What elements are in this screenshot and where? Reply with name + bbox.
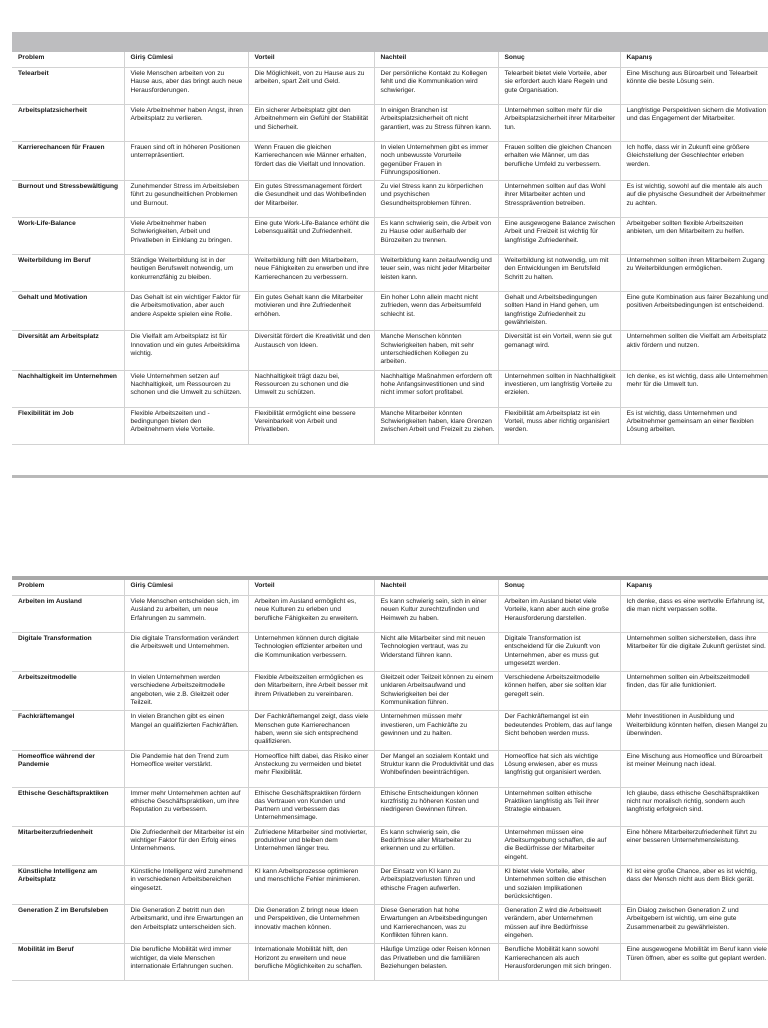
kapanis-cell: Eine Mischung aus Homeoffice und Büroarbeit ist meiner Meinung nach ideal. [620,750,768,787]
sonuc-cell: Weiterbildung ist notwendig, um mit den Entwicklungen im Berufsfeld Schritt zu halten. [498,255,620,292]
sonuc-cell: Generation Z wird die Arbeitswelt verändern, aber Unternehmen müssen auf ihre Bedürfnisse eingehen. [498,905,620,944]
table-row [12,865,768,904]
problem-cell: Telearbeit [12,68,124,105]
page-divider [12,475,768,478]
header-nachteil: Nachteil [374,52,498,68]
header-sonuc: Sonuç [498,52,620,68]
page-top-bar [12,32,768,52]
giris-cell: Immer mehr Unternehmen achten auf ethische Geschäftspraktiken, um ihre Reputation zu verbessern. [124,787,248,826]
header-kapanis: Kapanış [620,52,768,68]
vorteil-cell: KI kann Arbeitsprozesse optimieren und menschliche Fehler minimieren. [248,865,374,904]
problem-cell: Digitale Transformation [12,633,124,672]
giris-cell: In vielen Unternehmen werden verschiedene Arbeitszeitmodelle angeboten, wie z.B. Gleitzeit oder Teilzeit. [124,672,248,711]
kapanis-cell: Unternehmen sollten sicherstellen, dass ihre Mitarbeiter für die digitale Zukunft gerüstet sind. [620,633,768,672]
kapanis-cell: Eine ausgewogene Mobilität im Beruf kann viele Türen öffnen, aber es sollte gut geplant werden. [620,944,768,981]
giris-cell: Die digitale Transformation verändert die Arbeitswelt und Unternehmen. [124,633,248,672]
problem-cell: Work-Life-Balance [12,218,124,255]
giris-cell: Künstliche Intelligenz wird zunehmend in verschiedenen Arbeitsbereichen eingesetzt. [124,865,248,904]
sonuc-cell: Unternehmen sollten mehr für die Arbeitsplatzsicherheit ihrer Mitarbeiter tun. [498,105,620,142]
nachteil-cell: In einigen Branchen ist Arbeitsplatzsicherheit oft nicht garantiert, was zu Stress führen kann. [374,105,498,142]
sonuc-cell: Arbeiten im Ausland bietet viele Vorteile, kann aber auch eine große Herausforderung darstellen. [498,596,620,633]
kapanis-cell: Ich glaube, dass ethische Geschäftspraktiken nicht nur moralisch richtig, sondern auch langfristig erfolgreich sind. [620,787,768,826]
sonuc-cell: Homeoffice hat sich als wichtige Lösung erwiesen, aber es muss langfristig gut organisiert werden. [498,750,620,787]
problem-cell: Arbeitszeitmodelle [12,672,124,711]
problem-cell: Fachkräftemangel [12,711,124,750]
giris-cell: Die Generation Z betritt nun den Arbeitsmarkt, und ihre Erwartungen an den Arbeitsplatz unterscheiden sich. [124,905,248,944]
problem-cell: Karrierechancen für Frauen [12,142,124,181]
nachteil-cell: Ethische Entscheidungen können kurzfristig zu höheren Kosten und niedrigeren Gewinnen führen. [374,787,498,826]
kapanis-cell: Es ist wichtig, sowohl auf die mentale als auch auf die physische Gesundheit der Arbeitnehmer zu achten. [620,181,768,218]
header-giris-cumlesi: Giriş Cümlesi [124,580,248,596]
table-row [12,68,768,105]
table-header-row [12,580,768,596]
table-row [12,218,768,255]
problem-cell: Arbeiten im Ausland [12,596,124,633]
kapanis-cell: Eine Mischung aus Büroarbeit und Telearbeit könnte die beste Lösung sein. [620,68,768,105]
sonuc-cell: Gehalt und Arbeitsbedingungen sollten Hand in Hand gehen, um langfristige Zufriedenheit zu gewährleisten. [498,292,620,331]
sonuc-cell: Telearbeit bietet viele Vorteile, aber sie erfordert auch klare Regeln und gute Organisation. [498,68,620,105]
table-row [12,292,768,331]
problem-cell: Diversität am Arbeitsplatz [12,331,124,370]
giris-cell: Das Gehalt ist ein wichtiger Faktor für die Arbeitsmotivation, aber auch andere Aspekte spielen eine Rolle. [124,292,248,331]
table-row [12,633,768,672]
header-vorteil: Vorteil [248,580,374,596]
vorteil-cell: Ein gutes Gehalt kann die Mitarbeiter motivieren und ihre Zufriedenheit erhöhen. [248,292,374,331]
table-row [12,105,768,142]
header-giris-cumlesi: Giriş Cümlesi [124,52,248,68]
table-row [12,750,768,787]
giris-cell: Ständige Weiterbildung ist in der heutigen Berufswelt notwendig, um konkurrenzfähig zu bleiben. [124,255,248,292]
giris-cell: In vielen Branchen gibt es einen Mangel an qualifizierten Fachkräften. [124,711,248,750]
nachteil-cell: In vielen Unternehmen gibt es immer noch unbewusste Vorurteile gegenüber Frauen in Führungspositionen. [374,142,498,181]
sonuc-cell: Digitale Transformation ist entscheidend für die Zukunft von Unternehmen, aber es muss gut umgesetzt werden. [498,633,620,672]
nachteil-cell: Nicht alle Mitarbeiter sind mit neuen Technologien vertraut, was zu Widerstand führen kann. [374,633,498,672]
comparison-table-1 [12,52,768,445]
kapanis-cell: KI ist eine große Chance, aber es ist wichtig, dass der Mensch nicht aus dem Blick gerät. [620,865,768,904]
problem-cell: Mobilität im Beruf [12,944,124,981]
vorteil-cell: Homeoffice hilft dabei, das Risiko einer Ansteckung zu vermeiden und bietet mehr Flexibilität. [248,750,374,787]
problem-cell: Mitarbeiterzufriedenheit [12,826,124,865]
table-row [12,787,768,826]
kapanis-cell: Mehr Investitionen in Ausbildung und Weiterbildung könnten helfen, diesen Mangel zu überwinden. [620,711,768,750]
nachteil-cell: Nachhaltige Maßnahmen erfordern oft hohe Anfangsinvestitionen und sind nicht immer sofort profitabel. [374,370,498,407]
problem-cell: Gehalt und Motivation [12,292,124,331]
table-page-2 [12,580,768,1028]
header-problem: Problem [12,580,124,596]
header-nachteil: Nachteil [374,580,498,596]
kapanis-cell: Eine höhere Mitarbeiterzufriedenheit führt zu einer besseren Unternehmensleistung. [620,826,768,865]
kapanis-cell: Ich hoffe, dass wir in Zukunft eine größere Gleichstellung der Geschlechter erleben werden. [620,142,768,181]
giris-cell: Viele Menschen arbeiten von zu Hause aus, aber das bringt auch neue Herausforderungen. [124,68,248,105]
kapanis-cell: Es ist wichtig, dass Unternehmen und Arbeitnehmer gemeinsam an einer flexiblen Lösung arbeiten. [620,407,768,444]
header-vorteil: Vorteil [248,52,374,68]
sonuc-cell: Unternehmen müssen eine Arbeitsumgebung schaffen, die auf die Bedürfnisse der Mitarbeiter eingeht. [498,826,620,865]
nachteil-cell: Unternehmen müssen mehr investieren, um Fachkräfte zu gewinnen und zu halten. [374,711,498,750]
giris-cell: Flexible Arbeitszeiten und -bedingungen bieten den Arbeitnehmern viele Vorteile. [124,407,248,444]
table-row [12,407,768,444]
table-row [12,596,768,633]
giris-cell: Zunehmender Stress im Arbeitsleben führt zu gesundheitlichen Problemen und Burnout. [124,181,248,218]
table-row [12,711,768,750]
nachteil-cell: Der persönliche Kontakt zu Kollegen fehlt und die Kommunikation wird schwieriger. [374,68,498,105]
sonuc-cell: Eine ausgewogene Balance zwischen Arbeit und Freizeit ist wichtig für langfristige Zufriedenheit. [498,218,620,255]
sonuc-cell: Unternehmen sollten ethische Praktiken langfristig als Teil ihrer Strategie einbauen. [498,787,620,826]
giris-cell: Viele Arbeitnehmer haben Angst, ihren Arbeitsplatz zu verlieren. [124,105,248,142]
vorteil-cell: Internationale Mobilität hilft, den Horizont zu erweitern und neue berufliche Möglichkeiten zu schaffen. [248,944,374,981]
vorteil-cell: Flexible Arbeitszeiten ermöglichen es den Mitarbeitern, ihre Arbeit besser mit ihrem Privatleben zu vereinbaren. [248,672,374,711]
giris-cell: Viele Unternehmen setzen auf Nachhaltigkeit, um Ressourcen zu schonen und die Umwelt zu schützen. [124,370,248,407]
vorteil-cell: Flexibilität ermöglicht eine bessere Vereinbarkeit von Arbeit und Privatleben. [248,407,374,444]
sonuc-cell: Diversität ist ein Vorteil, wenn sie gut gemanagt wird. [498,331,620,370]
giris-cell: Viele Menschen entscheiden sich, im Ausland zu arbeiten, um neue Erfahrungen zu sammeln. [124,596,248,633]
comparison-table-2 [12,580,768,981]
vorteil-cell: Wenn Frauen die gleichen Karrierechancen wie Männer erhalten, fördert das die Vielfalt und Innovation. [248,142,374,181]
table-row [12,255,768,292]
giris-cell: Die Vielfalt am Arbeitsplatz ist für Innovation und ein gutes Arbeitsklima wichtig. [124,331,248,370]
vorteil-cell: Ethische Geschäftspraktiken fördern das Vertrauen von Kunden und Partnern und verbessern das Unternehmensimage. [248,787,374,826]
kapanis-cell: Ein Dialog zwischen Generation Z und Arbeitgebern ist wichtig, um eine gute Zusammenarbeit zu gewährleisten. [620,905,768,944]
sonuc-cell: Der Fachkräftemangel ist ein bedeutendes Problem, das auf lange Sicht behoben werden muss. [498,711,620,750]
kapanis-cell: Eine gute Kombination aus fairer Bezahlung und positiven Arbeitsbedingungen ist entscheidend. [620,292,768,331]
vorteil-cell: Unternehmen können durch digitale Technologien effizienter arbeiten und die Kommunikation verbessern. [248,633,374,672]
vorteil-cell: Weiterbildung hilft den Mitarbeitern, neue Fähigkeiten zu erwerben und ihre Karrierechancen zu verbessern. [248,255,374,292]
giris-cell: Die Pandemie hat den Trend zum Homeoffice weiter verstärkt. [124,750,248,787]
vorteil-cell: Eine gute Work-Life-Balance erhöht die Lebensqualität und Zufriedenheit. [248,218,374,255]
kapanis-cell: Unternehmen sollten die Vielfalt am Arbeitsplatz aktiv fördern und nutzen. [620,331,768,370]
vorteil-cell: Die Generation Z bringt neue Ideen und Perspektiven, die Unternehmen innovativ machen können. [248,905,374,944]
giris-cell: Die Zufriedenheit der Mitarbeiter ist ein wichtiger Faktor für den Erfolg eines Unternehmens. [124,826,248,865]
vorteil-cell: Ein sicherer Arbeitsplatz gibt den Arbeitnehmern ein Gefühl der Stabilität und Sicherheit. [248,105,374,142]
sonuc-cell: Unternehmen sollten auf das Wohl ihrer Mitarbeiter achten und Stressprävention betreiben. [498,181,620,218]
kapanis-cell: Unternehmen sollten ihren Mitarbeitern Zugang zu Weiterbildungen ermöglichen. [620,255,768,292]
nachteil-cell: Manche Mitarbeiter könnten Schwierigkeiten haben, klare Grenzen zwischen Arbeit und Freizeit zu ziehen. [374,407,498,444]
giris-cell: Die berufliche Mobilität wird immer wichtiger, da viele Menschen internationale Erfahrungen suchen. [124,944,248,981]
sonuc-cell: Verschiedene Arbeitszeitmodelle können helfen, aber sie sollten klar geregelt sein. [498,672,620,711]
table-row [12,370,768,407]
nachteil-cell: Diese Generation hat hohe Erwartungen an Arbeitsbedingungen und Karrierechancen, was zu Konflikten führen kann. [374,905,498,944]
table-row [12,672,768,711]
nachteil-cell: Es kann schwierig sein, die Arbeit von zu Hause oder außerhalb der Bürozeiten zu trennen. [374,218,498,255]
sonuc-cell: Frauen sollten die gleichen Chancen erhalten wie Männer, um das berufliche Umfeld zu verbessern. [498,142,620,181]
vorteil-cell: Der Fachkräftemangel zeigt, dass viele Menschen gute Karrierechancen haben, wenn sie sich entsprechend qualifizieren. [248,711,374,750]
sonuc-cell: Berufliche Mobilität kann sowohl Karrierechancen als auch Herausforderungen mit sich bringen. [498,944,620,981]
vorteil-cell: Die Möglichkeit, von zu Hause aus zu arbeiten, spart Zeit und Geld. [248,68,374,105]
vorteil-cell: Nachhaltigkeit trägt dazu bei, Ressourcen zu schonen und die Umwelt zu schützen. [248,370,374,407]
nachteil-cell: Zu viel Stress kann zu körperlichen und psychischen Gesundheitsproblemen führen. [374,181,498,218]
problem-cell: Generation Z im Berufsleben [12,905,124,944]
nachteil-cell: Es kann schwierig sein, sich in einer neuen Kultur zurechtzufinden und Heimweh zu haben. [374,596,498,633]
vorteil-cell: Arbeiten im Ausland ermöglicht es, neue Kulturen zu erleben und berufliche Fähigkeiten zu erweitern. [248,596,374,633]
table-row [12,826,768,865]
nachteil-cell: Weiterbildung kann zeitaufwendig und teuer sein, was nicht jeder Mitarbeiter leisten kann. [374,255,498,292]
table-row [12,905,768,944]
giris-cell: Frauen sind oft in höheren Positionen unterrepräsentiert. [124,142,248,181]
problem-cell: Ethische Geschäftspraktiken [12,787,124,826]
problem-cell: Nachhaltigkeit im Unternehmen [12,370,124,407]
nachteil-cell: Es kann schwierig sein, die Bedürfnisse aller Mitarbeiter zu erkennen und zu erfüllen. [374,826,498,865]
nachteil-cell: Häufige Umzüge oder Reisen können das Privatleben und die familiären Beziehungen belasten. [374,944,498,981]
table-row [12,181,768,218]
sonuc-cell: Unternehmen sollten in Nachhaltigkeit investieren, um langfristig Vorteile zu erzielen. [498,370,620,407]
header-sonuc: Sonuç [498,580,620,596]
kapanis-cell: Ich denke, es ist wichtig, dass alle Unternehmen mehr für die Umwelt tun. [620,370,768,407]
kapanis-cell: Langfristige Perspektiven sichern die Motivation und das Engagement der Mitarbeiter. [620,105,768,142]
kapanis-cell: Arbeitgeber sollten flexible Arbeitszeiten anbieten, um den Mitarbeitern zu helfen. [620,218,768,255]
giris-cell: Viele Arbeitnehmer haben Schwierigkeiten, Arbeit und Privatleben in Einklang zu bringen. [124,218,248,255]
nachteil-cell: Der Mangel an sozialem Kontakt und Struktur kann die Produktivität und das Wohlbefinden beeinträchtigen. [374,750,498,787]
nachteil-cell: Der Einsatz von KI kann zu Arbeitsplatzverlusten führen und ethische Fragen aufwerfen. [374,865,498,904]
table-row [12,944,768,981]
sonuc-cell: Flexibilität am Arbeitsplatz ist ein Vorteil, muss aber richtig organisiert werden. [498,407,620,444]
sonuc-cell: KI bietet viele Vorteile, aber Unternehmen sollten die ethischen und sozialen Implikationen berücksichtigen. [498,865,620,904]
vorteil-cell: Ein gutes Stressmanagement fördert die Gesundheit und das Wohlbefinden der Mitarbeiter. [248,181,374,218]
header-problem: Problem [12,52,124,68]
problem-cell: Weiterbildung im Beruf [12,255,124,292]
table-row [12,142,768,181]
nachteil-cell: Gleitzeit oder Teilzeit können zu einem unklaren Arbeitsaufwand und Schwierigkeiten bei der Kommunikation führen. [374,672,498,711]
problem-cell: Burnout und Stressbewältigung [12,181,124,218]
problem-cell: Flexibilität im Job [12,407,124,444]
problem-cell: Arbeitsplatzsicherheit [12,105,124,142]
table-header-row [12,52,768,68]
vorteil-cell: Diversität fördert die Kreativität und den Austausch von Ideen. [248,331,374,370]
table-row [12,331,768,370]
problem-cell: Künstliche Intelligenz am Arbeitsplatz [12,865,124,904]
problem-cell: Homeoffice während der Pandemie [12,750,124,787]
kapanis-cell: Ich denke, dass es eine wertvolle Erfahrung ist, die man nicht verpassen sollte. [620,596,768,633]
nachteil-cell: Ein hoher Lohn allein macht nicht zufrieden, wenn das Arbeitsumfeld schlecht ist. [374,292,498,331]
header-kapanis: Kapanış [620,580,768,596]
kapanis-cell: Unternehmen sollten ein Arbeitszeitmodell finden, das für alle funktioniert. [620,672,768,711]
vorteil-cell: Zufriedene Mitarbeiter sind motivierter, produktiver und bleiben dem Unternehmen länger treu. [248,826,374,865]
nachteil-cell: Manche Menschen könnten Schwierigkeiten haben, mit sehr unterschiedlichen Kollegen zu arbeiten. [374,331,498,370]
table-page-1 [12,52,768,476]
